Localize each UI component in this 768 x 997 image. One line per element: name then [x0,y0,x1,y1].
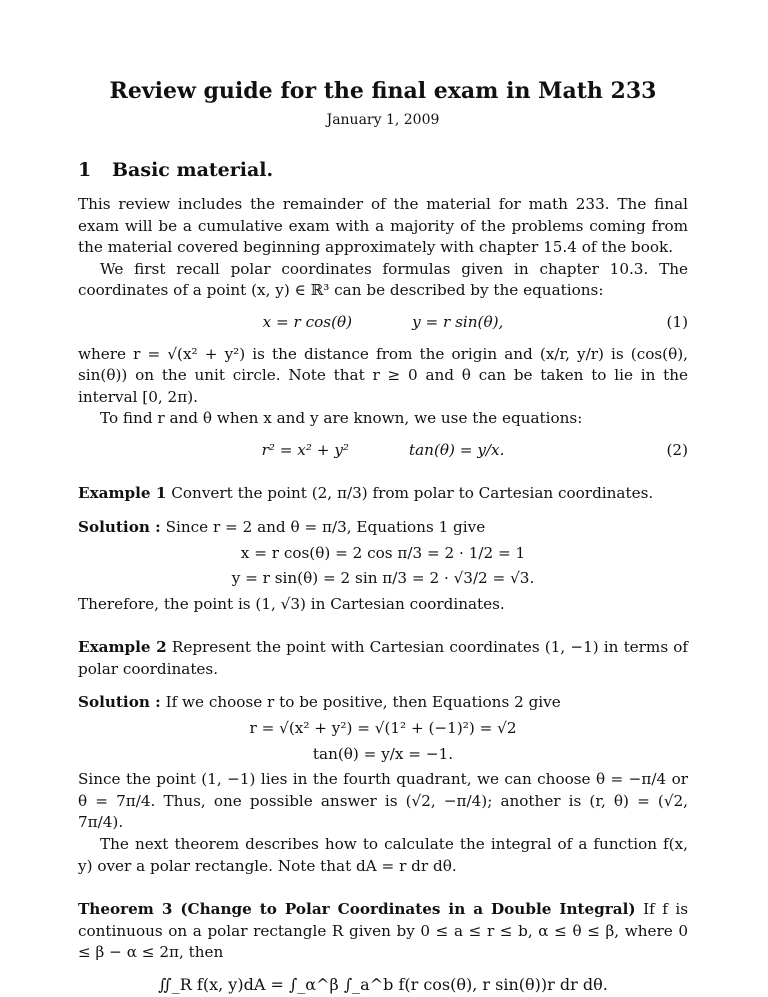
solution-2-conclusion: Since the point (1, −1) lies in the fourth quadrant, we can choose θ = −π/4 or θ = 7π/4. Thus, one possible answer is (√2, −π/4); another is (r, θ) = (√2, 7π/4). [78,770,688,832]
theorem-3-text: If f is continuous on a polar rectangle R given by 0 ≤ a ≤ r ≤ b, α ≤ θ ≤ β, where 0 ≤ β − α ≤ 2π, then [78,900,688,962]
solution-2 [78,692,688,714]
equation-1-tag: (1) [666,312,688,331]
solution-2-line-tan: tan(θ) = y/x = −1. [312,744,454,763]
paragraph-find-r-theta: To find r and θ when x and y are known, we use the equations: [100,409,583,428]
equation-1 [78,312,688,334]
solution-1-line-y: y = r sin(θ) = 2 sin π/3 = 2 · √3/2 = √3. [231,569,535,588]
section-title: Basic material. [112,159,274,182]
paragraph-intro: This review includes the remainder of the material for math 233. The final exam will be a cumulative exam with a majority of the problems coming from the material covered beginning approximately with chapter 15.4 of the book. [78,195,688,257]
example-1 [78,483,688,505]
solution-1-text: Since r = 2 and θ = π/3, Equations 1 give [165,518,486,537]
document-date: January 1, 2009 [326,112,440,129]
solution-2-line-r: r = √(x² + y²) = √(1² + (−1)²) = √2 [249,719,517,738]
theorem-3 [78,899,688,964]
paragraph-radius-def: where r = √(x² + y²) is the distance from the origin and (x/r, y/r) is (cos(θ), sin(θ)) on the unit circle. Note that r ≥ 0 and θ can be taken to lie in the interval [0, 2π). [78,344,688,406]
section-number: 1 [78,159,92,182]
document-title: Review guide for the final exam in Math 233 [109,78,657,104]
example-1-label: Example 1 [78,484,167,503]
solution-2-label: Solution : [78,693,161,712]
example-2 [78,637,688,680]
example-2-label: Example 2 [78,638,167,657]
equation-1-left: x = r cos(θ) [262,312,353,331]
equation-2-right: tan(θ) = y/x. [409,440,505,459]
equation-2 [78,440,688,462]
section-heading [78,157,688,184]
solution-1-line-x: x = r cos(θ) = 2 cos π/3 = 2 · 1/2 = 1 [240,543,526,562]
paragraph-polar-rectangle: The next theorem describes how to calculate the integral of a function f(x, y) over a polar rectangle. Note that dA = r dr dθ. [78,834,688,875]
theorem-3-formula: ∬_R f(x, y)dA = ∫_α^β ∫_a^b f(r cos(θ), r sin(θ))r dr dθ. [158,974,608,994]
equation-2-left: r² = x² + y² [261,440,350,459]
equation-1-right: y = r sin(θ), [412,312,504,331]
equation-2-tag: (2) [666,440,688,459]
solution-1-conclusion: Therefore, the point is (1, √3) in Cartesian coordinates. [78,594,505,613]
paragraph-polar-recall: We first recall polar coordinates formulas given in chapter 10.3. The coordinates of a point (x, y) ∈ ℝ³ can be described by the equations: [78,259,688,300]
theorem-3-label: Theorem 3 (Change to Polar Coordinates in a Double Integral) [78,900,636,919]
document-page [78,76,688,997]
solution-1 [78,517,688,539]
solution-1-label: Solution : [78,518,161,537]
example-2-text: Represent the point with Cartesian coordinates (1, −1) in terms of polar coordinates. [78,638,689,678]
solution-2-text: If we choose r to be positive, then Equations 2 give [165,693,561,712]
example-1-text: Convert the point (2, π/3) from polar to Cartesian coordinates. [171,484,654,503]
